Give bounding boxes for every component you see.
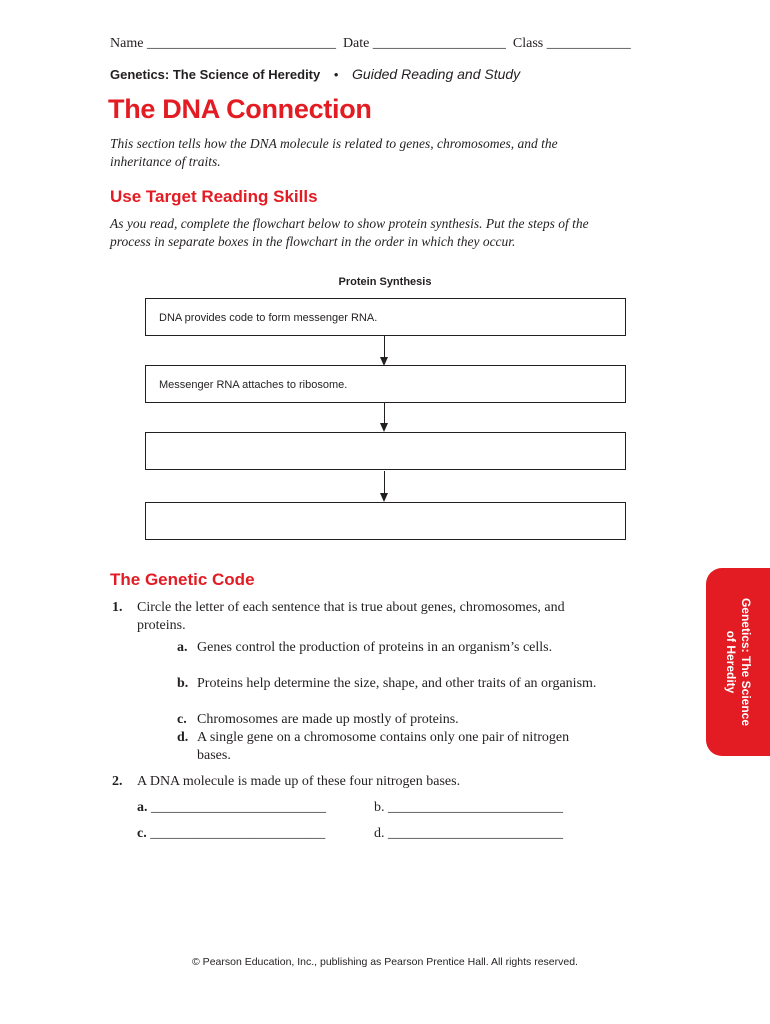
flowchart-arrow-3 — [384, 471, 386, 503]
flowchart-step-2: Messenger RNA attaches to ribosome. — [145, 365, 626, 403]
copyright-footer: © Pearson Education, Inc., publishing as Pearson Prentice Hall. All rights reserved. — [192, 956, 578, 968]
option-d-letter[interactable]: d. — [177, 730, 189, 745]
side-tab-line-2: of Heredity — [724, 630, 738, 694]
genetic-code-heading: The Genetic Code — [110, 570, 255, 589]
option-c-letter[interactable]: c. — [177, 712, 187, 727]
option-d-text: A single gene on a chromosome contains only one pair of nitrogen bases. — [197, 730, 570, 763]
base-c-letter: c. — [137, 826, 147, 841]
side-tab-line-1: Genetics: The Science — [739, 597, 753, 727]
chapter-title: Genetics: The Science of Heredity — [110, 67, 321, 82]
base-b-letter: b. — [374, 800, 385, 815]
base-a-row — [137, 799, 326, 817]
question-1-number: 1. — [112, 600, 123, 615]
base-a-blank[interactable]: _________________________ — [151, 800, 326, 815]
option-b-letter[interactable]: b. — [177, 676, 189, 691]
name-label: Name — [110, 36, 144, 51]
separator-bullet: • — [333, 67, 339, 82]
question-1-text: Circle the letter of each sentence that is true about genes, chromosomes, and proteins. — [137, 600, 565, 633]
base-b-blank[interactable]: _________________________ — [388, 800, 563, 815]
flowchart-arrow-1 — [384, 336, 386, 366]
chapter-side-tab — [706, 568, 770, 756]
base-d-row — [374, 825, 563, 843]
flowchart-title: Protein Synthesis — [338, 276, 432, 288]
base-c-row — [137, 825, 325, 843]
option-c-text: Chromosomes are made up mostly of proteins. — [197, 712, 459, 727]
flowchart-step-1: DNA provides code to form messenger RNA. — [145, 298, 626, 336]
question-2-number: 2. — [112, 774, 123, 789]
flowchart-arrow-2 — [384, 403, 386, 433]
base-d-letter: d. — [374, 826, 385, 841]
class-label: Class — [512, 36, 544, 51]
reading-skills-heading: Use Target Reading Skills — [110, 187, 318, 206]
base-c-blank[interactable]: _________________________ — [150, 826, 326, 841]
base-a-letter: a. — [137, 800, 148, 815]
student-info-line — [110, 36, 631, 52]
base-b-row — [374, 799, 563, 817]
date-label: Date — [342, 36, 370, 51]
date-field[interactable]: ___________________ — [369, 36, 510, 51]
flowchart-step-4-blank[interactable] — [145, 502, 626, 540]
question-2-text: A DNA molecule is made up of these four nitrogen bases. — [137, 774, 461, 789]
name-field[interactable]: ___________________________ — [143, 36, 340, 51]
section-intro: This section tells how the DNA molecule is related to genes, chromosomes, and the inheritance of traits. — [110, 136, 558, 169]
option-b-text: Proteins help determine the size, shape, and other traits of an organism. — [197, 676, 597, 691]
flowchart-step-3-blank[interactable] — [145, 432, 626, 470]
base-d-blank[interactable]: _________________________ — [388, 826, 563, 841]
worksheet-type: Guided Reading and Study — [352, 66, 521, 82]
chapter-header — [110, 66, 520, 82]
option-a-letter[interactable]: a. — [177, 640, 188, 655]
section-title: The DNA Connection — [108, 94, 372, 124]
reading-skills-instructions: As you read, complete the flowchart below to show protein synthesis. Put the steps of the process in separate boxes in the flowchart in the order in which they occur. — [110, 216, 589, 249]
class-field[interactable]: ____________ — [543, 36, 631, 51]
option-a-text: Genes control the production of proteins in an organism’s cells. — [197, 640, 553, 655]
